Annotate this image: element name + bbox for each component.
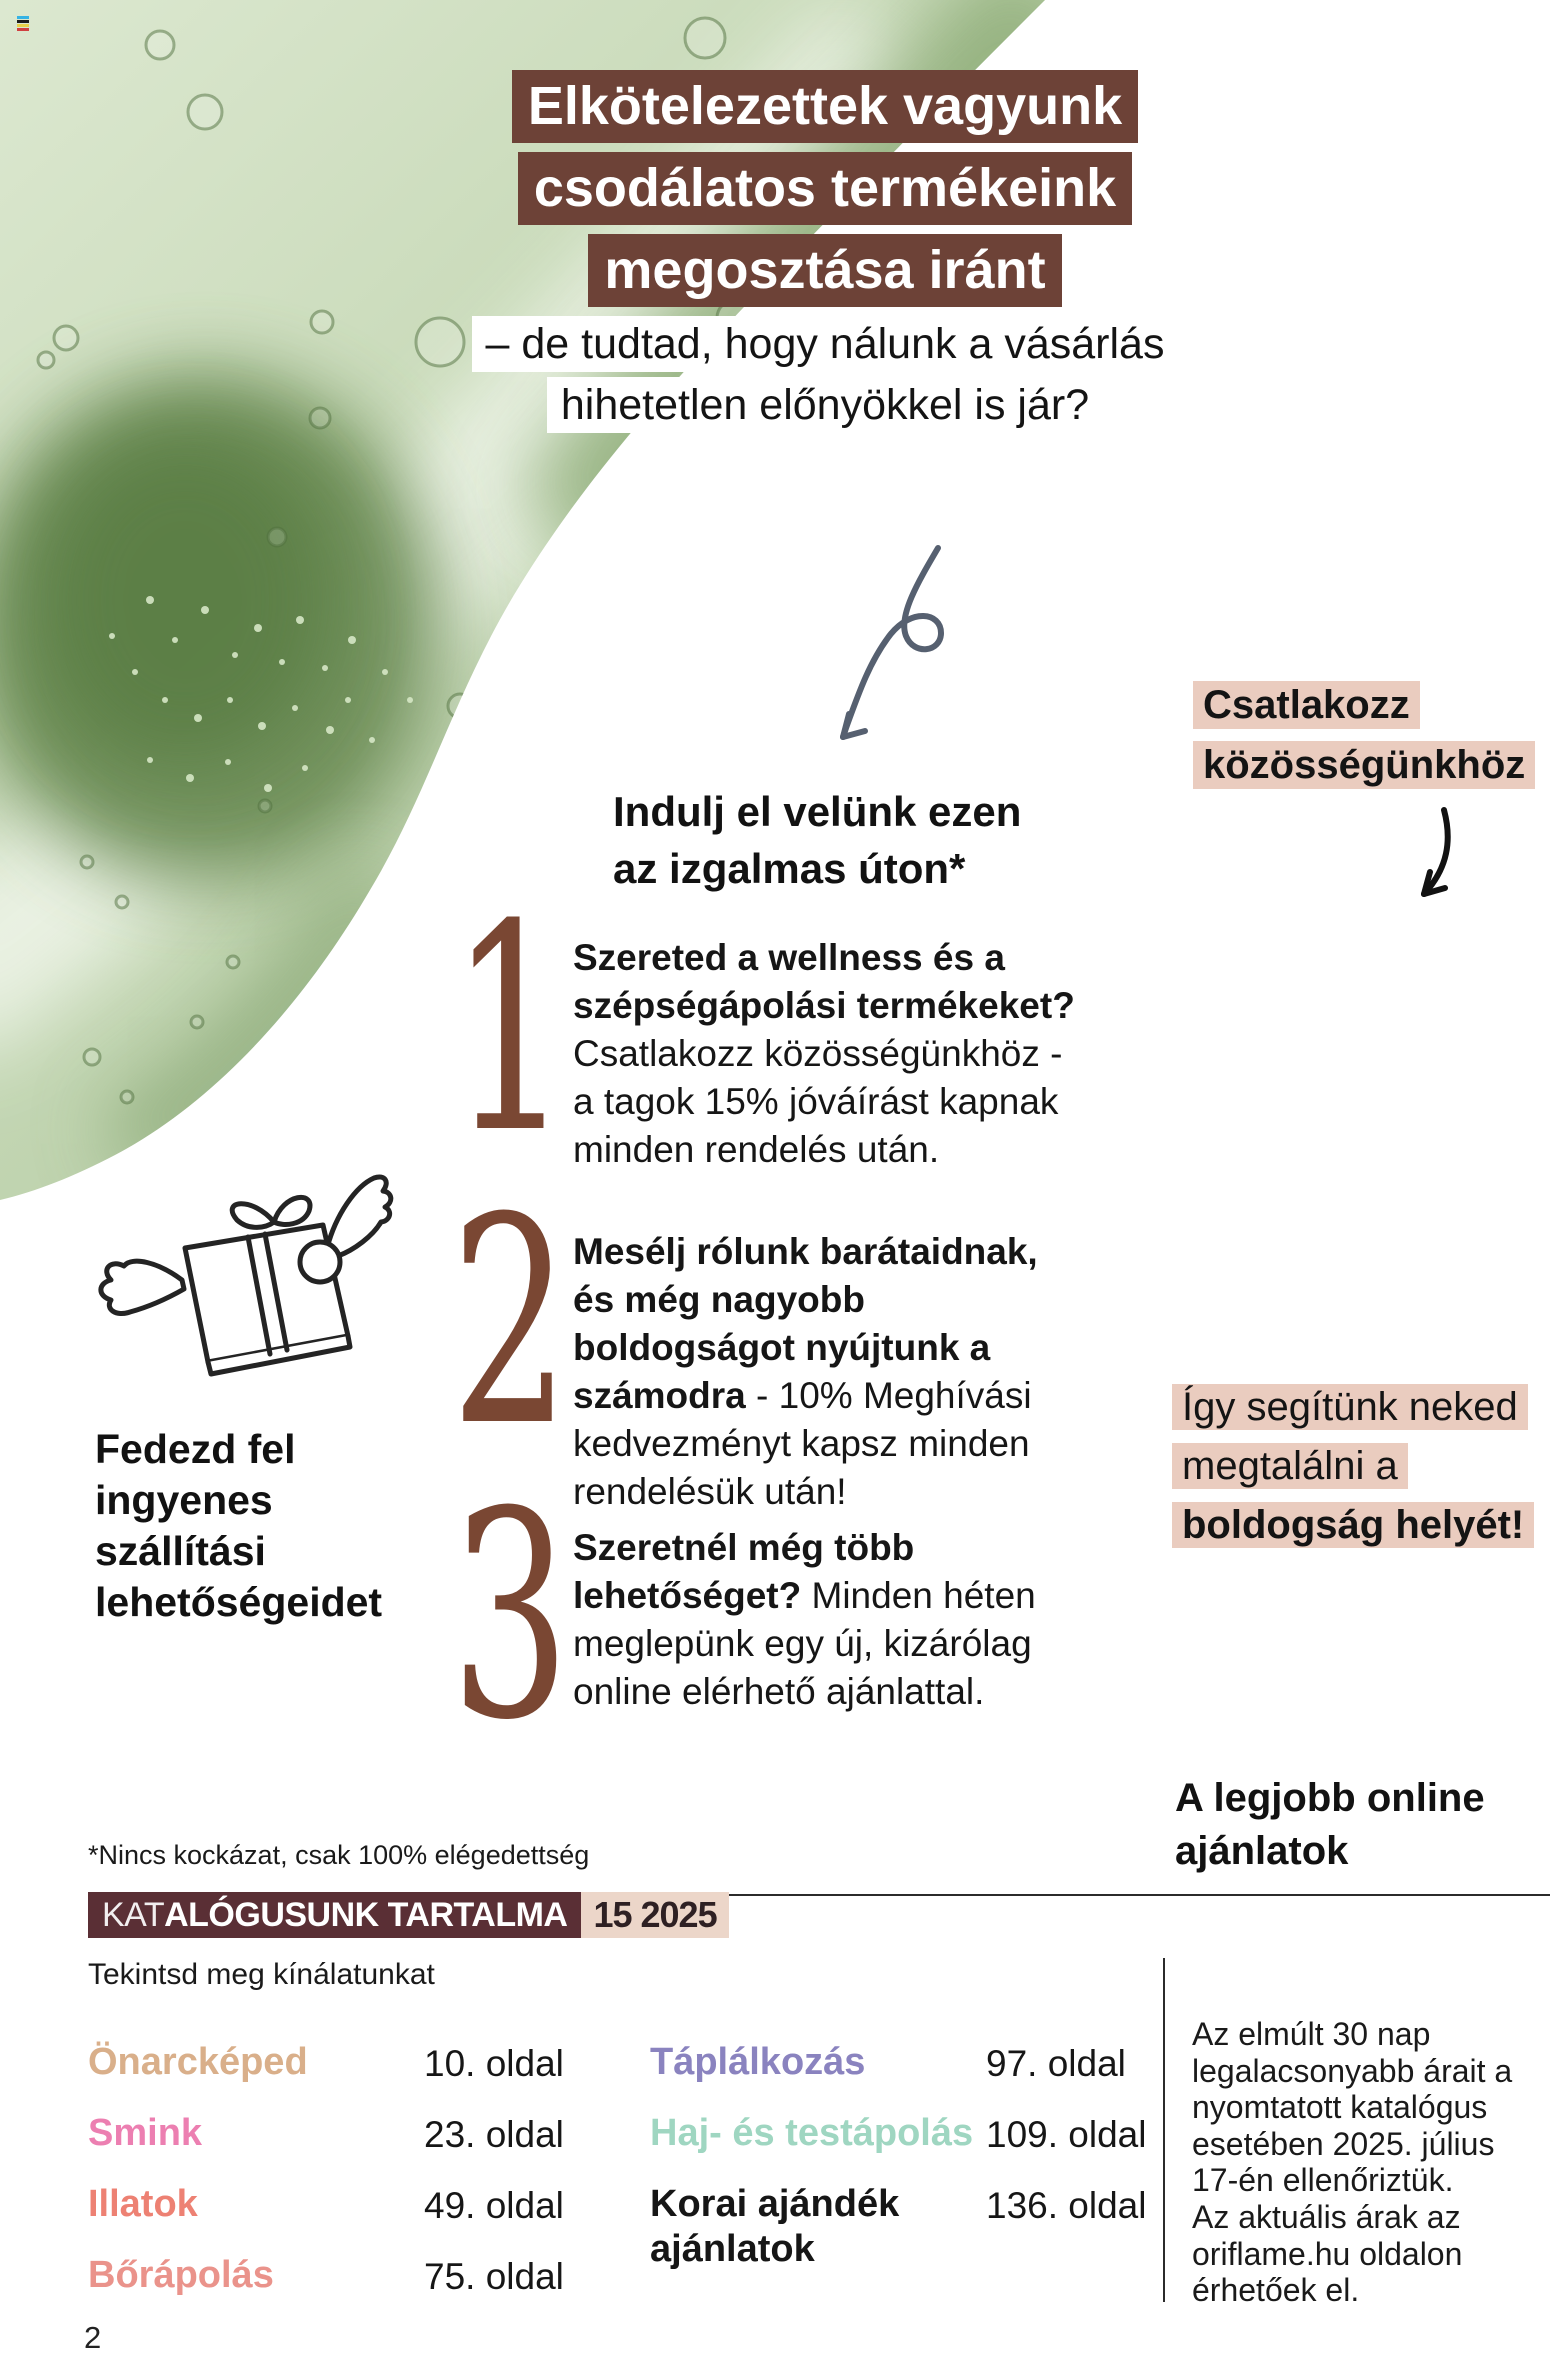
intro-text [613, 783, 1021, 897]
disclaimer-text: *Nincs kockázat, csak 100% elégedettség [88, 1840, 590, 1870]
toc-label: Illatok [88, 2183, 198, 2225]
step-line: a tagok 15% jóváírást kapnak [573, 1081, 1059, 1122]
toc-page: 49. oldal [424, 2185, 564, 2226]
toc-page: 109. oldal [986, 2114, 1147, 2155]
step-text-1 [573, 934, 1183, 1174]
step-number-2: 2 [450, 1157, 571, 1489]
toc-column-1 [88, 2040, 648, 2324]
toc-row[interactable] [650, 2111, 1210, 2182]
happy-place-line: Így segítünk neked [1172, 1384, 1528, 1430]
price-check-note-line: esetében 2025. július [1192, 2125, 1495, 2162]
step-line: meglepünk egy új, kizárólag [573, 1623, 1032, 1664]
subheadline-line: hihetetlen előnyökkel is jár? [547, 377, 1103, 433]
curly-arrow-icon [828, 542, 968, 767]
toc-page: 23. oldal [424, 2114, 564, 2155]
page-number: 2 [84, 2320, 102, 2355]
intro-line: az izgalmas úton* [613, 845, 966, 892]
step-number-3: 3 [450, 1451, 571, 1783]
toc-label: Haj- és testápolás [650, 2112, 974, 2154]
vertical-divider [1163, 1958, 1165, 2302]
contents-title [88, 1892, 581, 1938]
toc-row[interactable] [88, 2111, 648, 2182]
headline-line: csodálatos termékeink [518, 152, 1132, 225]
toc-row[interactable] [88, 2182, 648, 2253]
step-line: online elérhető ajánlattal. [573, 1671, 985, 1712]
step-line: számodra - 10% Meghívási [573, 1375, 1032, 1416]
toc-label: Önarcképed [88, 2041, 308, 2083]
horizontal-divider [622, 1894, 1550, 1896]
toc-row[interactable] [650, 2040, 1210, 2111]
price-check-note-line: legalacsonyabb árait a [1192, 2052, 1513, 2089]
intro-line: Indulj el velünk ezen [613, 788, 1022, 835]
step-line: kedvezményt kapsz minden [573, 1423, 1030, 1464]
toc-label: Bőrápolás [88, 2254, 274, 2296]
flying-gift-icon [80, 1150, 410, 1410]
headline-line: megosztása iránt [588, 234, 1061, 307]
price-check-note-line: nyomtatott katalógus [1192, 2089, 1488, 2126]
step-line: rendelésük után! [573, 1471, 847, 1512]
toc-page: 75. oldal [424, 2256, 564, 2297]
step-line: Szeretnél még több [573, 1527, 915, 1568]
free-shipping-text [95, 1424, 382, 1628]
headline-line: Elkötelezettek vagyunk [512, 70, 1138, 143]
online-offers-line: ajánlatok [1175, 1829, 1349, 1873]
toc-page: 136. oldal [986, 2185, 1147, 2226]
step-line: boldogságot nyújtunk a [573, 1327, 991, 1368]
price-check-note [1192, 2016, 1512, 2309]
toc-column-2 [650, 2040, 1210, 2270]
toc-label: Táplálkozás [650, 2041, 866, 2083]
toc-label: Korai ajándék ajánlatok [650, 2183, 900, 2270]
catalog-number-badge: 15 2025 [581, 1892, 728, 1938]
toc-label: Smink [88, 2112, 203, 2154]
hero-headline-block [430, 70, 1220, 438]
step-line: minden rendelés után. [573, 1129, 940, 1170]
print-registration-mark [17, 16, 29, 32]
step-line: Szereted a wellness és a [573, 937, 1005, 978]
price-check-note-line: Az aktuális árak az [1192, 2198, 1461, 2235]
contents-title-light: KAT [102, 1896, 165, 1934]
happy-place-line: megtalálni a [1172, 1443, 1408, 1489]
step-line: szépségápolási termékeket? [573, 985, 1075, 1026]
subheadline-line: – de tudtad, hogy nálunk a vásárlás [472, 316, 1179, 372]
join-line: Csatlakozz [1193, 681, 1420, 729]
join-community-callout [1193, 681, 1535, 801]
join-line: közösségünkhöz [1193, 741, 1535, 789]
free-shipping-line: szállítási [95, 1528, 266, 1574]
contents-title-bar [88, 1892, 729, 1938]
happy-place-line: boldogság helyét! [1172, 1502, 1534, 1548]
toc-row[interactable] [88, 2040, 648, 2111]
toc-row[interactable] [650, 2182, 1210, 2270]
free-shipping-line: Fedezd fel [95, 1426, 296, 1472]
down-arrow-icon [1398, 806, 1462, 906]
toc-page: 97. oldal [986, 2043, 1126, 2084]
step-text-3 [573, 1524, 1183, 1716]
step-line: Csatlakozz közösségünkhöz - [573, 1033, 1063, 1074]
step-line: és még nagyobb [573, 1279, 865, 1320]
step-text-2 [573, 1228, 1183, 1516]
price-check-note-line: oriflame.hu oldalon [1192, 2235, 1463, 2272]
contents-subtitle: Tekintsd meg kínálatunkat [88, 1958, 435, 1991]
free-shipping-line: ingyenes [95, 1477, 273, 1523]
toc-row[interactable] [88, 2253, 648, 2324]
contents-title-bold: ALÓGUSUNK TARTALMA [164, 1896, 568, 1934]
online-offers-line: A legjobb online [1175, 1776, 1485, 1820]
price-check-note-line: 17-én ellenőriztük. [1192, 2162, 1454, 2199]
online-offers-heading [1175, 1772, 1485, 1878]
toc-page: 10. oldal [424, 2043, 564, 2084]
price-check-note-line: Az elmúlt 30 nap [1192, 2016, 1431, 2052]
price-check-note-line: érhetőek el. [1192, 2272, 1360, 2309]
happy-place-callout [1172, 1384, 1534, 1561]
step-line: Mesélj rólunk barátaidnak, [573, 1231, 1038, 1272]
step-line: lehetőséget? Minden héten [573, 1575, 1036, 1616]
free-shipping-line: lehetőségeidet [95, 1579, 383, 1625]
step-number-1: 1 [450, 864, 571, 1196]
